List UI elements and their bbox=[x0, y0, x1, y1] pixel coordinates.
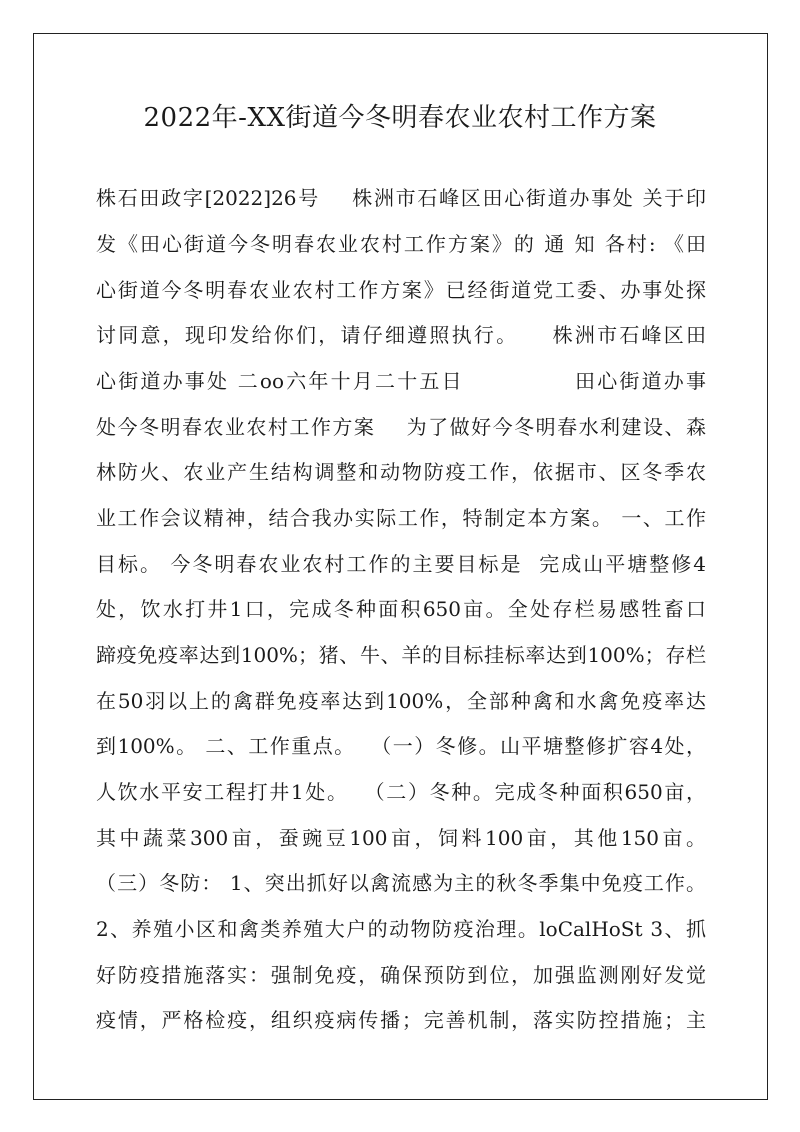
body-line: 心街道办事处 二oo六年十月二十五日 田心街道办事 bbox=[96, 369, 706, 393]
body-line: 人饮水平安工程打井1处。 （二）冬种。完成冬种面积650亩， bbox=[96, 780, 706, 804]
body-line: 株石田政字[2022]26号 株洲市石峰区田心街道办事处 关于印 bbox=[96, 186, 706, 210]
document-title: 2022年-XX街道今冬明春农业农村工作方案 bbox=[143, 103, 657, 133]
body-line: 讨同意，现印发给你们，请仔细遵照执行。 株洲市石峰区田 bbox=[96, 323, 706, 347]
body-line: 好防疫措施落实：强制免疫，确保预防到位，加强监测刚好发觉 bbox=[96, 963, 706, 987]
body-line: 处，饮水打井1口，完成冬种面积650亩。全处存栏易感牲畜口 bbox=[96, 597, 706, 621]
body-line: 其中蔬菜300亩，蚕豌豆100亩，饲料100亩，其他150亩。 bbox=[96, 826, 706, 850]
body-line: （三）冬防： 1、突出抓好以禽流感为主的秋冬季集中免疫工作。 bbox=[96, 871, 706, 895]
body-line: 2、养殖小区和禽类养殖大户的动物防疫治理。loCalHoSt 3、抓 bbox=[96, 917, 706, 941]
body-line: 发《田心街道今冬明春农业农村工作方案》的 通 知 各村: 《田 bbox=[96, 232, 706, 256]
body-line: 在50羽以上的禽群免疫率达到100%，全部种禽和水禽免疫率达 bbox=[96, 689, 706, 713]
body-line: 目标。 今冬明春农业农村工作的主要目标是 完成山平塘整修4 bbox=[96, 552, 706, 576]
body-line: 蹄疫免疫率达到100%；猪、牛、羊的目标挂标率达到100%；存栏 bbox=[96, 643, 706, 667]
body-line: 处今冬明春农业农村工作方案 为了做好今冬明春水利建设、森 bbox=[96, 415, 706, 439]
body-line: 到100%。 二、工作重点。 （一）冬修。山平塘整修扩容4处， bbox=[96, 734, 706, 758]
body-line: 疫情，严格检疫，组织疫病传播；完善机制，落实防控措施；主 bbox=[96, 1008, 706, 1032]
body-line: 心街道今冬明春农业农村工作方案》已经街道党工委、办事处探 bbox=[96, 278, 706, 302]
body-line: 业工作会议精神，结合我办实际工作，特制定本方案。 一、工作 bbox=[96, 506, 706, 530]
body-line: 林防火、农业产生结构调整和动物防疫工作，依据市、区冬季农 bbox=[96, 460, 706, 484]
